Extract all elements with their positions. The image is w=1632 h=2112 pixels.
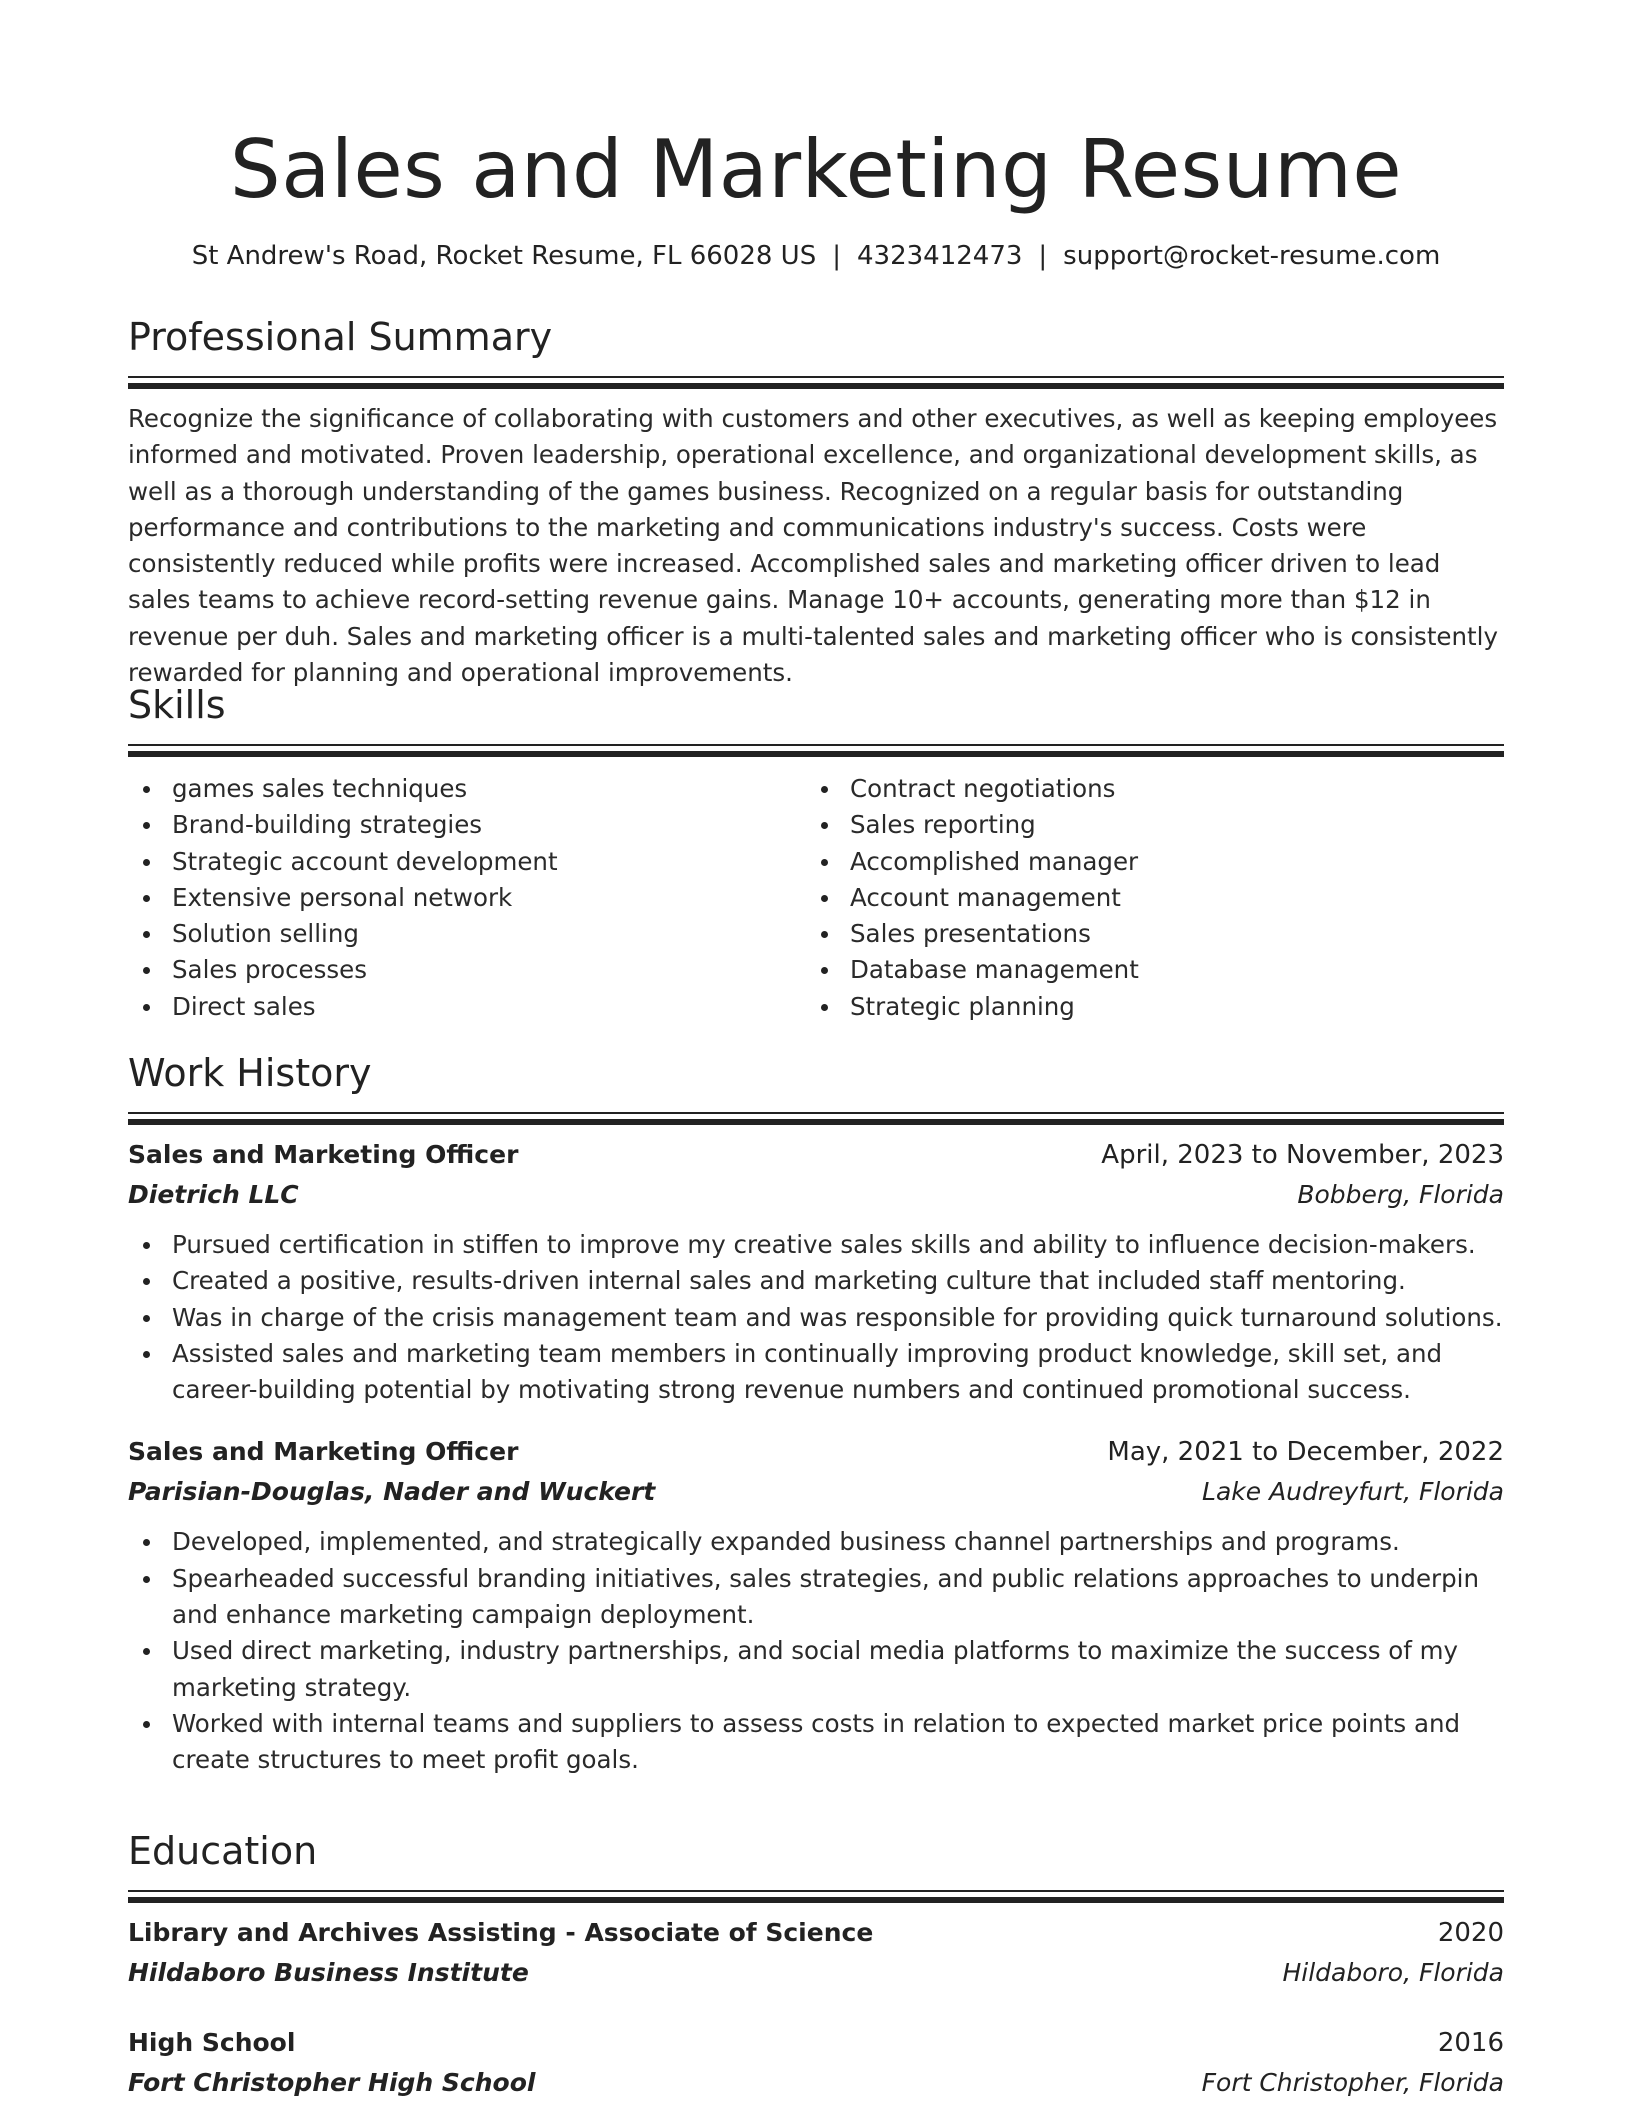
contact-line: [128, 238, 1504, 274]
list-item: Pursued certification in stiffen to improve my creative sales skills and ability to influence decision-makers.: [128, 1227, 1504, 1263]
skill-item: Direct sales: [128, 989, 806, 1025]
degree-title: High School: [128, 2028, 296, 2057]
list-item: Was in charge of the crisis management team and was responsible for providing quick turnaround solutions.: [128, 1300, 1504, 1336]
skill-item: Brand-building strategies: [128, 807, 806, 843]
school-name: Hildaboro Business Institute: [128, 1958, 529, 1987]
contact-address: St Andrew's Road, Rocket Resume, FL 66028 US: [191, 241, 817, 271]
section-divider: [128, 744, 1504, 755]
education-entry: [128, 1913, 1504, 1993]
skill-item: Strategic planning: [806, 989, 1484, 1025]
skill-item: Solution selling: [128, 916, 806, 952]
skill-item: Account management: [806, 880, 1484, 916]
job-title: Sales and Marketing Officer: [128, 1437, 519, 1467]
section-heading: Professional Summary: [128, 315, 553, 359]
skill-item: Contract negotiations: [806, 771, 1484, 807]
skill-item: Sales reporting: [806, 807, 1484, 843]
list-item: Developed, implemented, and strategically expanded business channel partnerships and programs.: [128, 1524, 1504, 1560]
list-item: Created a positive, results-driven internal sales and marketing culture that included staff mentoring.: [128, 1263, 1504, 1299]
graduation-year: 2016: [1437, 2028, 1504, 2058]
contact-separator: |: [1038, 241, 1048, 271]
job-bullets: [128, 1524, 1504, 1778]
job-entry: [128, 1135, 1504, 1408]
skills-list-right: [806, 771, 1484, 1025]
list-item: Assisted sales and marketing team members in continually improving product knowledge, skill set, and career-building potential by motivating strong revenue numbers and continued promotional success.: [128, 1336, 1504, 1409]
skill-item: Strategic account development: [128, 844, 806, 880]
school-name: Fort Christopher High School: [128, 2068, 536, 2097]
section-heading: Work History: [128, 1051, 372, 1095]
school-location: Fort Christopher, Florida: [1201, 2068, 1504, 2097]
job-bullets: [128, 1227, 1504, 1408]
skill-item: Accomplished manager: [806, 844, 1484, 880]
section-divider: [128, 1890, 1504, 1901]
list-item: Worked with internal teams and suppliers to assess costs in relation to expected market price points and create structures to meet profit goals.: [128, 1706, 1504, 1779]
section-divider: [128, 1112, 1504, 1123]
list-item: Used direct marketing, industry partnerships, and social media platforms to maximize the success of my marketing strategy.: [128, 1633, 1504, 1706]
skills-columns: [128, 771, 1504, 1025]
skill-item: Sales presentations: [806, 916, 1484, 952]
work-history-section: [128, 1048, 1504, 1779]
company-name: Parisian-Douglas, Nader and Wuckert: [128, 1477, 656, 1507]
education-section: [128, 1826, 1504, 2103]
summary-text: Recognize the significance of collaborating with customers and other executives, as well as keeping employees informed and motivated. Proven leadership, operational excellence, and organizational development skills, as well as a thorough understanding of the games business. Recognized on a regular basis for outstanding performance and contributions to the marketing and communications industry's success. Costs were consistently reduced while profits were increased. Accomplished sales and marketing officer driven to lead sales teams to achieve record-setting revenue gains. Manage 10+ accounts, generating more than $12 in revenue per duh. Sales and marketing officer is a multi-talented sales and marketing officer who is consistently rewarded for planning and operational improvements.: [128, 404, 1498, 688]
resume-title: Sales and Marketing Resume: [229, 123, 1403, 216]
skills-list-left: [128, 771, 806, 1025]
skill-item: games sales techniques: [128, 771, 806, 807]
school-location: Hildaboro, Florida: [1282, 1958, 1504, 1987]
degree-title: Library and Archives Assisting - Associate of Science: [128, 1918, 874, 1947]
contact-phone: 4323412473: [856, 241, 1023, 271]
job-title: Sales and Marketing Officer: [128, 1140, 519, 1169]
contact-email: support@rocket-resume.com: [1063, 241, 1441, 271]
company-name: Dietrich LLC: [128, 1180, 299, 1209]
section-divider: [128, 376, 1504, 387]
contact-separator: |: [832, 241, 841, 271]
skills-section: [128, 680, 1504, 1025]
job-dates: May, 2021 to December, 2022: [1107, 1437, 1504, 1468]
education-entry: [128, 2023, 1504, 2103]
job-dates: April, 2023 to November, 2023: [1101, 1140, 1504, 1170]
summary-section: [128, 312, 1504, 691]
section-heading: Skills: [128, 683, 226, 727]
list-item: Spearheaded successful branding initiatives, sales strategies, and public relations approaches to underpin and enhance marketing campaign deployment.: [128, 1561, 1504, 1634]
job-location: Bobberg, Florida: [1297, 1180, 1504, 1209]
job-entry: [128, 1432, 1504, 1778]
skill-item: Database management: [806, 952, 1484, 988]
skill-item: Sales processes: [128, 952, 806, 988]
job-location: Lake Audreyfurt, Florida: [1202, 1477, 1504, 1507]
graduation-year: 2020: [1437, 1918, 1504, 1948]
section-heading: Education: [128, 1829, 318, 1873]
skill-item: Extensive personal network: [128, 880, 806, 916]
